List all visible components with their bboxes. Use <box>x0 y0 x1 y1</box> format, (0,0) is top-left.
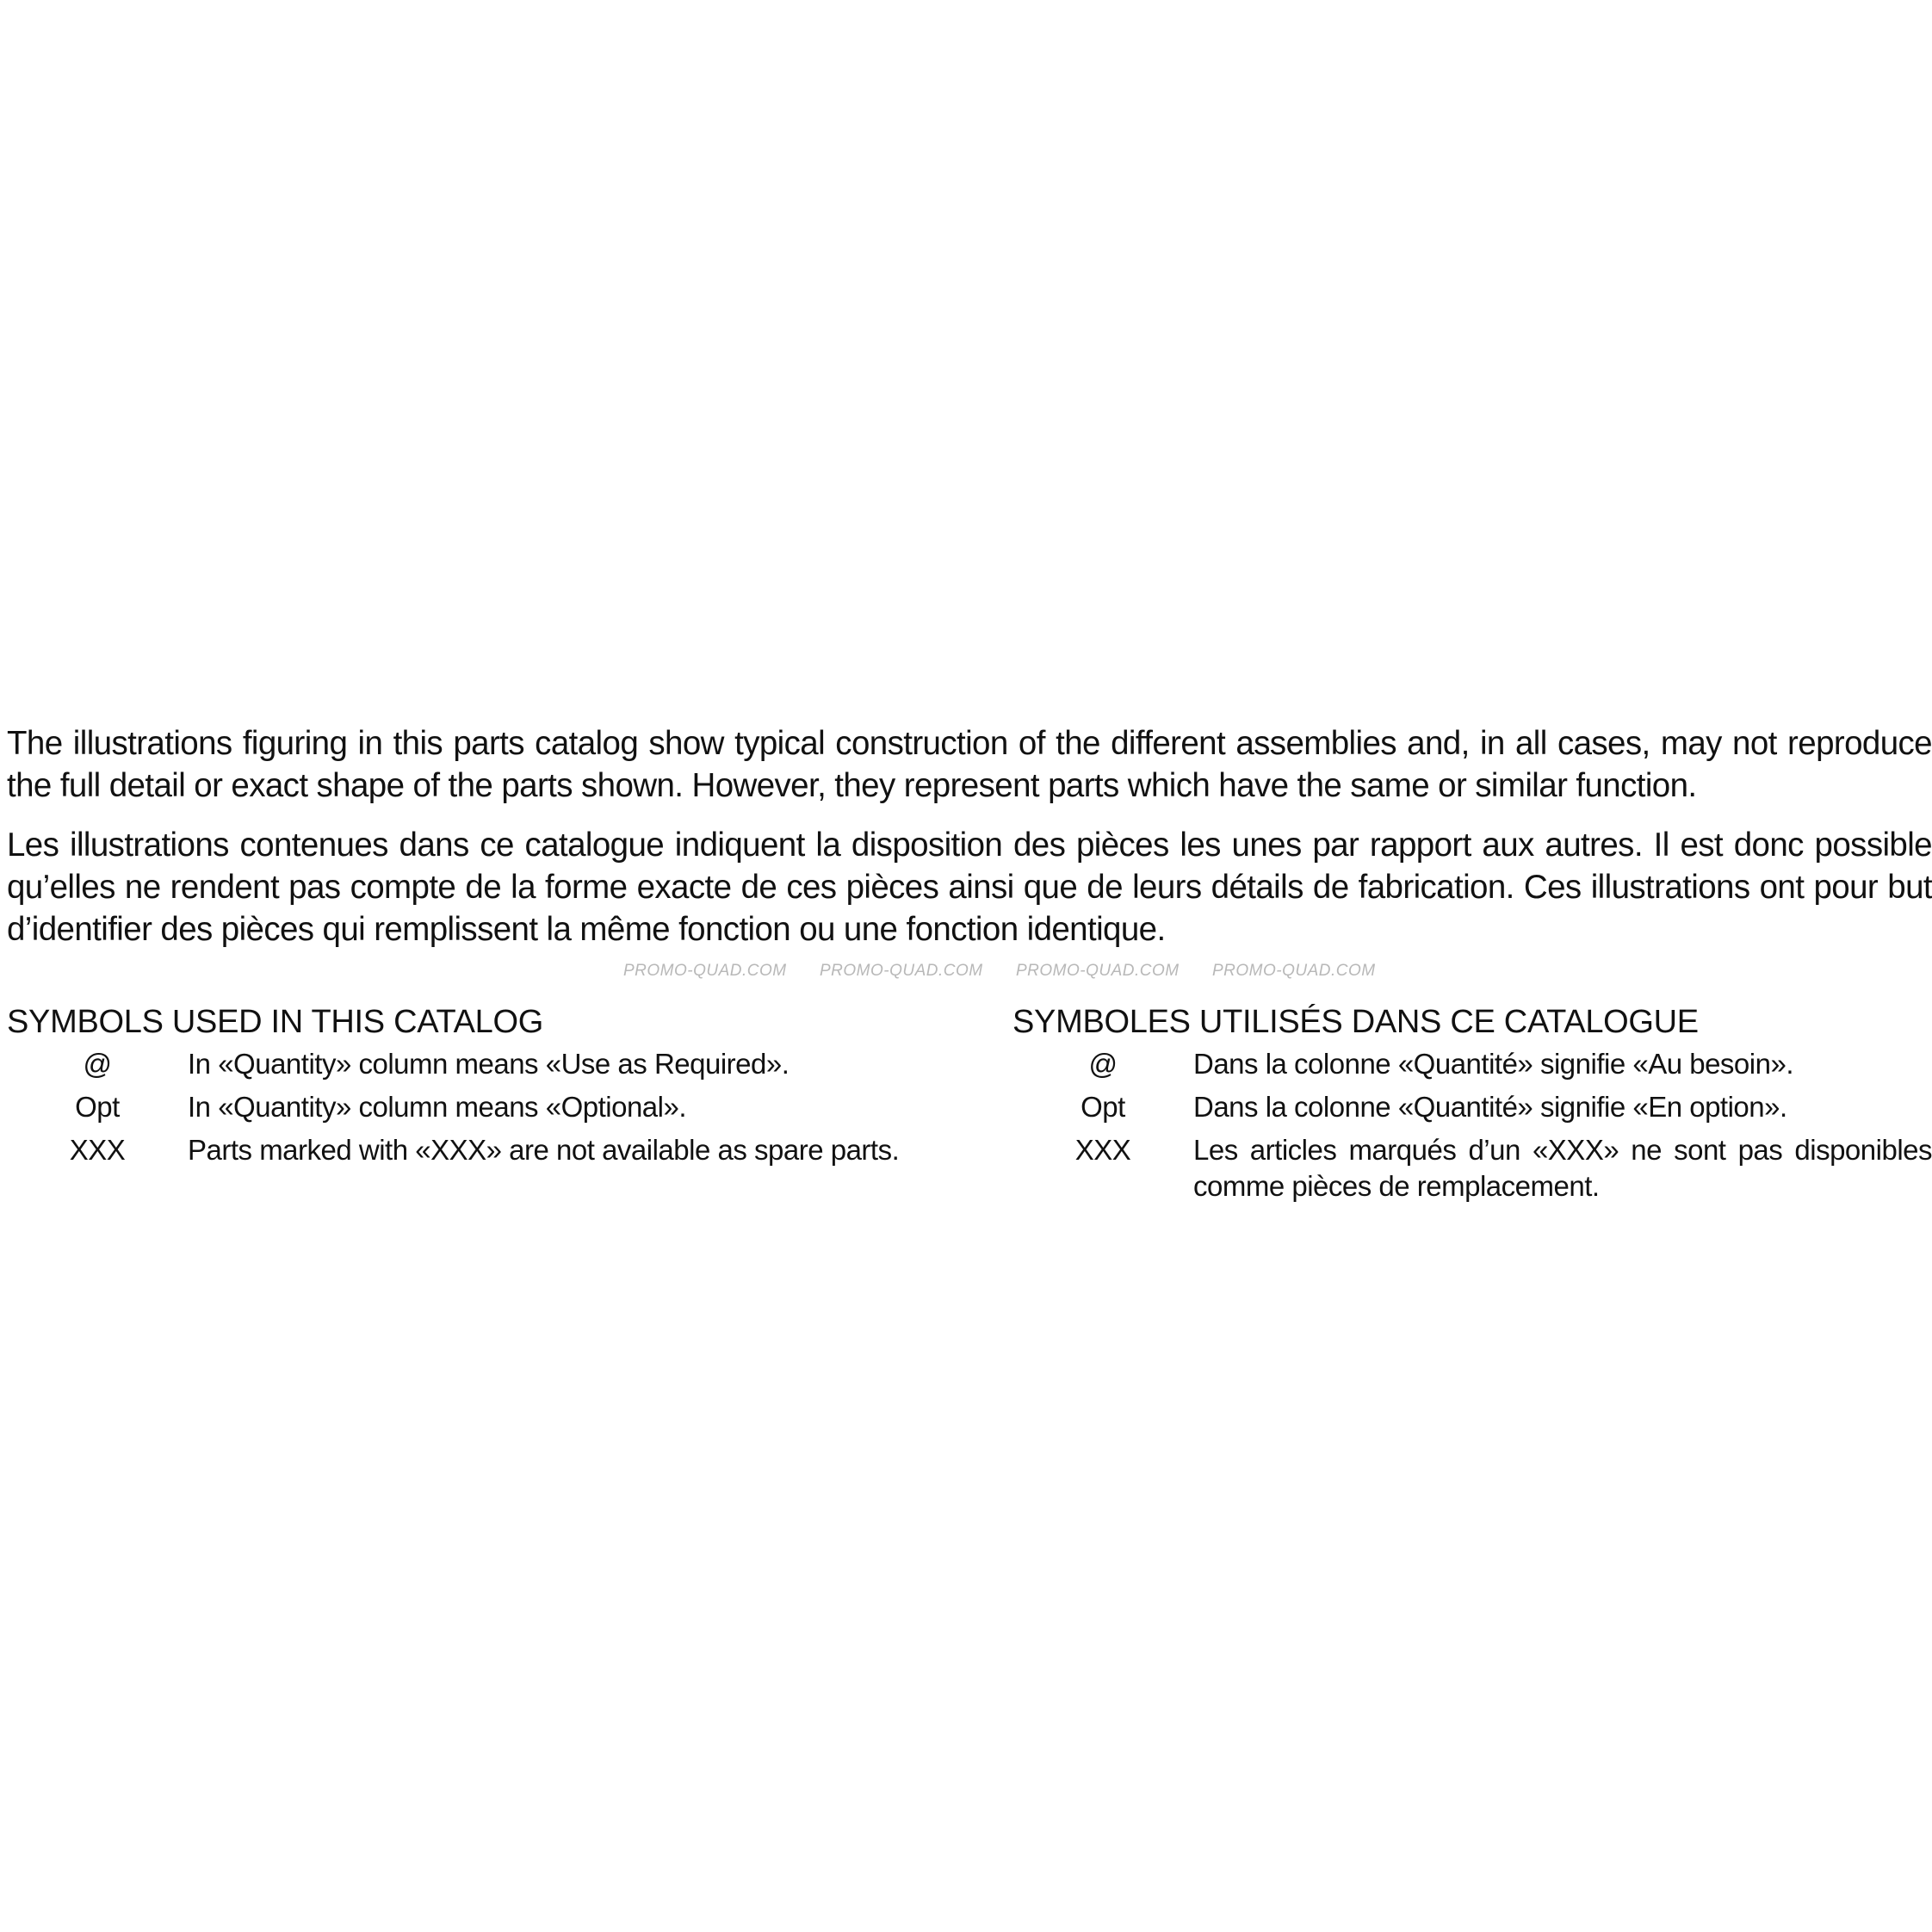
symbol: @ <box>83 1048 112 1080</box>
watermark-text: PROMO-QUAD.COM <box>623 962 787 980</box>
symbol-description: Les articles marqués d’un «XXX» ne sont pas disponibles comme pièces de remplacement. <box>1193 1134 1932 1202</box>
symbols-section-french <box>1012 1001 1932 1211</box>
symbols-section-english <box>7 1001 968 1175</box>
symbol: Opt <box>1081 1091 1125 1123</box>
symbol-row <box>1012 1132 1932 1204</box>
watermark-text: PROMO-QUAD.COM <box>820 962 983 980</box>
symbol-row <box>1012 1046 1932 1082</box>
symbol-description: Dans la colonne «Quantité» signifie «En option». <box>1193 1091 1787 1123</box>
section-title: SYMBOLES UTILISÉS DANS CE CATALOGUE <box>1012 1004 1699 1040</box>
watermark-text: PROMO-QUAD.COM <box>1212 962 1376 980</box>
symbol-description: Parts marked with «XXX» are not available as spare parts. <box>188 1134 900 1166</box>
intro-paragraph-english: The illustrations figuring in this parts catalog show typical construction of the different assemblies and, in all cases, may not reproduce the full detail or exact shape of the parts shown. However, they represent parts which have the same or similar function. <box>7 725 1932 804</box>
symbol-row <box>7 1046 968 1082</box>
symbol-row <box>7 1132 968 1168</box>
symbol-description: In «Quantity» column means «Optional». <box>188 1091 687 1123</box>
symbol-row <box>1012 1089 1932 1125</box>
symbol-description: In «Quantity» column means «Use as Required». <box>188 1048 790 1080</box>
symbol-description: Dans la colonne «Quantité» signifie «Au besoin». <box>1193 1048 1793 1080</box>
symbol-row <box>7 1089 968 1125</box>
watermark <box>623 962 1376 984</box>
symbol: Opt <box>75 1091 120 1123</box>
watermark-text: PROMO-QUAD.COM <box>1016 962 1180 980</box>
symbol: @ <box>1088 1048 1118 1080</box>
symbol: XXX <box>69 1134 126 1166</box>
symbol: XXX <box>1074 1134 1131 1166</box>
section-title: SYMBOLS USED IN THIS CATALOG <box>7 1004 543 1040</box>
intro-paragraph-french: Les illustrations contenues dans ce catalogue indiquent la disposition des pièces les unes par rapport aux autres. Il est donc possible qu’elles ne rendent pas compte de la forme exacte de ces pièces ainsi que de leurs détails de fabrication. Ces illustrations ont pour but d’identifier des pièces qui remplissent la même fonction ou une fonction identique. <box>7 827 1932 948</box>
